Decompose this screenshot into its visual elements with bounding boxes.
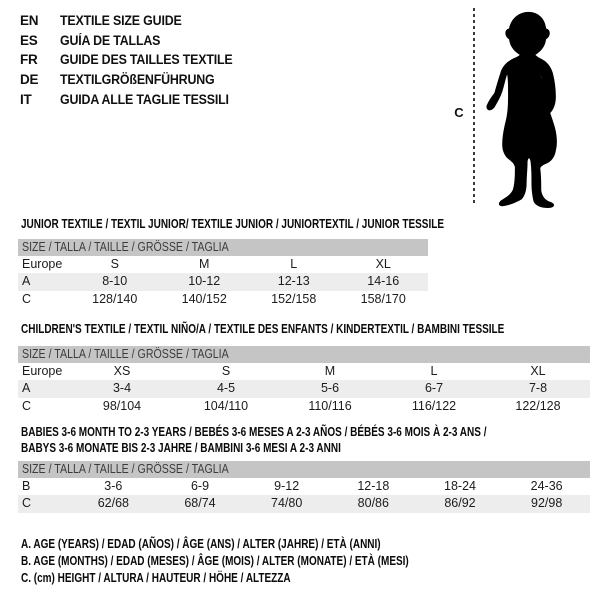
table-cell: 6-7 <box>424 381 444 396</box>
table-cell: 3-6 <box>104 479 123 493</box>
row-label: C <box>22 398 32 413</box>
table-cell: 128/140 <box>92 291 138 306</box>
size-table-junior <box>18 239 428 308</box>
table-row-months <box>18 478 590 495</box>
table-cell: 10-12 <box>188 274 221 289</box>
table-row-europe <box>18 363 590 380</box>
language-code: FR <box>20 52 38 68</box>
size-table-babies <box>18 461 590 513</box>
language-title-list <box>20 11 248 109</box>
table-cell: 140/152 <box>181 291 227 306</box>
table-cell: 158/170 <box>360 291 406 306</box>
table-row-age <box>18 273 428 290</box>
table-cell: 152/158 <box>271 291 317 306</box>
row-label: Europe <box>22 364 63 378</box>
size-table-children <box>18 346 590 415</box>
language-label: GUIDA ALLE TAGLIE TESSILI <box>60 91 229 107</box>
language-label: GUÍA DE TALLAS <box>60 32 161 48</box>
row-label: B <box>22 479 31 493</box>
table-row-height <box>18 495 590 512</box>
language-code: EN <box>20 13 39 28</box>
language-row-en <box>20 11 248 31</box>
table-cell: 110/116 <box>308 398 352 413</box>
table-cell: 9-12 <box>274 479 300 493</box>
table-cell: M <box>199 257 210 271</box>
legend-line-c: C. (cm) HEIGHT / ALTURA / HAUTEUR / HÖHE / ALTEZZA <box>21 571 291 586</box>
table-cell: 24-36 <box>530 479 563 493</box>
table-cell: XL <box>530 364 546 378</box>
table-cell: 3-4 <box>112 381 132 396</box>
language-row-es <box>20 31 248 51</box>
legend <box>21 536 506 588</box>
table-cell: 7-8 <box>528 381 548 396</box>
table-cell: 62/68 <box>97 496 129 511</box>
table-cell: 5-6 <box>320 381 340 396</box>
table-cell: 12-13 <box>277 274 310 289</box>
table-cell: 74/80 <box>271 496 303 511</box>
size-band: SIZE / TALLA / TAILLE / GRÖSSE / TAGLIA <box>18 239 428 256</box>
language-label: TEXTILGRÖßENFÜHRUNG <box>60 72 215 88</box>
size-band: SIZE / TALLA / TAILLE / GRÖSSE / TAGLIA <box>18 461 590 478</box>
table-row-europe <box>18 256 428 273</box>
size-band: SIZE / TALLA / TAILLE / GRÖSSE / TAGLIA <box>18 346 590 363</box>
table-cell: 116/122 <box>411 398 457 413</box>
table-cell: 80/86 <box>357 496 389 511</box>
table-cell: 92/98 <box>531 496 563 511</box>
table-cell: M <box>324 364 336 378</box>
section-title-junior: JUNIOR TEXTILE / TEXTIL JUNIOR/ TEXTILE JUNIOR / JUNIORTEXTIL / JUNIOR TESSILE <box>21 217 445 231</box>
table-row-height <box>18 291 428 308</box>
table-cell: L <box>430 364 438 378</box>
legend-line-b: B. AGE (MONTHS) / EDAD (MESES) / ÂGE (MOIS) / ALTER (MONATE) / ETÀ (MESI) <box>21 554 409 569</box>
baby-silhouette-icon <box>483 9 578 208</box>
table-cell: 122/128 <box>515 398 561 413</box>
language-code: IT <box>20 91 32 107</box>
section-title-children: CHILDREN'S TEXTILE / TEXTIL NIÑO/A / TEXTILE DES ENFANTS / KINDERTEXTIL / BAMBINI TESSILE <box>21 322 505 336</box>
legend-line-a: A. AGE (YEARS) / EDAD (AÑOS) / ÂGE (ANS) / ALTER (JAHRE) / ETÀ (ANNI) <box>21 537 381 551</box>
table-cell: 14-16 <box>367 274 400 289</box>
table-cell: L <box>290 257 298 271</box>
table-cell: 4-5 <box>216 381 236 396</box>
language-label: TEXTILE SIZE GUIDE <box>60 13 182 28</box>
row-label: Europe <box>22 257 63 271</box>
row-label: C <box>22 291 32 306</box>
table-cell: 12-18 <box>357 479 390 493</box>
language-code: ES <box>20 32 38 48</box>
language-row-fr <box>20 50 248 70</box>
table-cell: 6-9 <box>190 479 210 493</box>
language-code: DE <box>20 72 39 88</box>
section-title-babies: BABIES 3-6 MONTH TO 2-3 YEARS / BEBÉS 3-6 MESES A 2-3 AÑOS / BÉBÉS 3-6 MOIS À 2-3 ANS / BABYS 3-6 MONATE BIS 2-3 JAHRE / BAMBINI 3-6 MESI A 2-3 ANNI <box>21 425 487 456</box>
row-label: C <box>22 496 32 511</box>
table-cell: 68/74 <box>184 496 216 511</box>
language-label: GUIDE DES TAILLES TEXTILE <box>60 52 233 68</box>
language-row-it <box>20 90 248 110</box>
table-cell: XL <box>375 257 391 271</box>
table-cell: S <box>110 257 119 271</box>
table-row-age <box>18 380 590 397</box>
height-dashed-line <box>473 8 475 206</box>
table-cell: XS <box>113 364 131 378</box>
table-cell: 8-10 <box>102 274 128 289</box>
table-cell: 18-24 <box>444 479 476 493</box>
table-cell: 86/92 <box>444 496 476 511</box>
table-cell: 104/110 <box>203 398 249 413</box>
table-row-height <box>18 398 590 415</box>
table-cell: S <box>221 364 231 378</box>
row-label: A <box>22 381 31 396</box>
language-row-de <box>20 70 248 90</box>
table-cell: 98/104 <box>102 398 142 413</box>
height-marker-label: C <box>454 105 464 120</box>
row-label: A <box>22 274 31 289</box>
